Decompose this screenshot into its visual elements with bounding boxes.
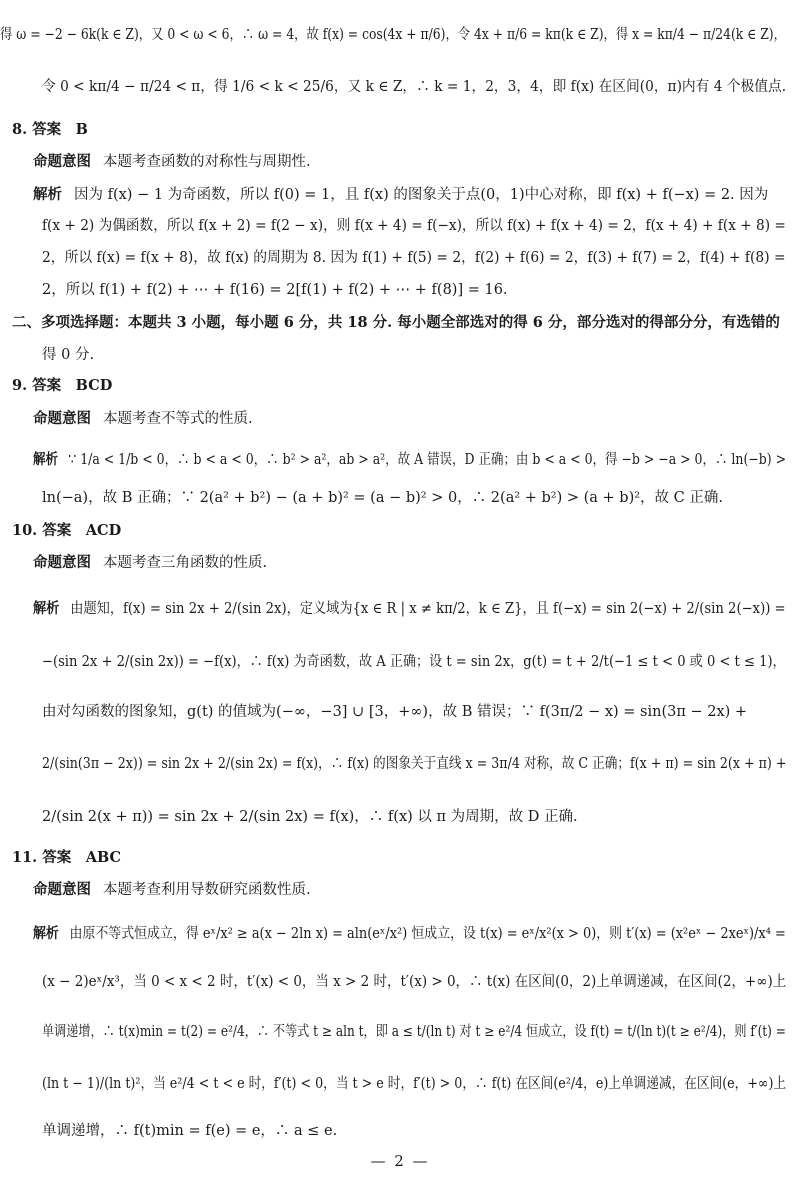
solution-text: 因为 f(x) − 1 为奇函数，所以 f(0) = 1，且 f(x) 的图象关于点(0，1)中心对称，即 f(x) + f(−x) = 2. 因为 — [74, 187, 769, 203]
solution-line: 2，所以 f(x) = f(x + 8)，故 f(x) 的周期为 8. 因为 f(1) + f(5) = 2，f(2) + f(6) = 2，f(3) + f(7) = 2，f(4) + f(8) = — [42, 250, 786, 266]
solution-label: 解析 — [33, 451, 58, 468]
intent-text: 本题考查三角函数的性质. — [103, 555, 268, 571]
question-11-solution — [33, 922, 786, 952]
solution-line: 单调递增，∴ t(x)min = t(2) = e²/4，∴ 不等式 t ≥ aln t，即 a ≤ t/(ln t) 对 t ≥ e²/4 恒成立，设 f(t) = t/(ln t)(t ≥ e²/4)，则 f′(t) = — [42, 1024, 786, 1040]
solution-line: ln(−a)，故 B 正确；∵ 2(a² + b²) − (a + b)² = (a − b)² > 0，∴ 2(a² + b²) > (a + b)²，故 C 正确. — [42, 490, 723, 506]
solution-line: 令 0 < kπ/4 − π/24 < π，得 1/6 < k < 25/6，又 k ∈ Z，∴ k = 1，2，3，4，即 f(x) 在区间(0，π)内有 4 个极值点. — [42, 79, 787, 95]
page-number: — 2 — — [370, 1152, 430, 1170]
solution-line: (ln t − 1)/(ln t)²，当 e²/4 < t < e 时，f′(t) < 0，当 t > e 时，f′(t) > 0，∴ f(t) 在区间(e²/4，e)上单调递减，在区间(e，+∞)上 — [42, 1076, 787, 1092]
solution-line: 由对勾函数的图象知，g(t) 的值域为(−∞，−3] ∪ [3，+∞)，故 B 错误；∵ f(3π/2 − x) = sin(3π − 2x) + — [42, 704, 748, 720]
intent-text: 本题考查函数的对称性与周期性. — [103, 154, 311, 170]
solution-label: 解析 — [33, 600, 60, 617]
solution-line: 2/(sin(3π − 2x)) = sin 2x + 2/(sin 2x) = f(x)，∴ f(x) 的图象关于直线 x = 3π/4 对称，故 C 正确；f(x + π) = sin 2(x + π) + — [42, 756, 787, 772]
solution-text: 由原不等式恒成立，得 eˣ/x² ≥ a(x − 2ln x) = aln(eˣ/x²) 恒成立，设 t(x) = eˣ/x²(x > 0)，则 t′(x) = (x²eˣ − 2xeˣ)/x⁴ = — [69, 926, 786, 942]
question-10-intent — [33, 551, 786, 581]
question-10-solution — [33, 597, 786, 627]
question-8-solution — [33, 183, 786, 213]
solution-line: 单调递增，∴ f(t)min = f(e) = e，∴ a ≤ e. — [42, 1123, 338, 1139]
question-10-answer: 10. 答案 ACD — [12, 522, 122, 539]
section-2-heading-cont: 得 0 分. — [42, 347, 95, 363]
intent-label: 命题意图 — [33, 410, 91, 427]
solution-text: 由题知，f(x) = sin 2x + 2/(sin 2x)，定义域为{x ∈ R | x ≠ kπ/2，k ∈ Z}，且 f(−x) = sin 2(−x) + 2/(sin 2(−x)) = — [70, 601, 786, 617]
solution-line: −(sin 2x + 2/(sin 2x)) = −f(x)，∴ f(x) 为奇函数，故 A 正确；设 t = sin 2x，g(t) = t + 2/t(−1 ≤ t < 0 或 0 < t ≤ 1)， — [42, 654, 786, 670]
solution-label: 解析 — [33, 925, 59, 942]
question-8-intent — [33, 150, 786, 180]
question-11-answer: 11. 答案 ABC — [12, 849, 122, 866]
question-9-answer: 9. 答案 BCD — [12, 377, 113, 394]
question-9-solution — [33, 448, 786, 478]
intent-label: 命题意图 — [33, 554, 91, 571]
intent-label: 命题意图 — [33, 881, 91, 898]
intent-text: 本题考查利用导数研究函数性质. — [103, 882, 311, 898]
solution-line: (x − 2)eˣ/x³，当 0 < x < 2 时，t′(x) < 0，当 x > 2 时，t′(x) > 0，∴ t(x) 在区间(0，2)上单调递减，在区间(2，+∞)上 — [42, 974, 787, 990]
solution-line: 2，所以 f(1) + f(2) + ⋯ + f(16) = 2[f(1) + f(2) + ⋯ + f(8)] = 16. — [42, 282, 508, 298]
solution-line: 得 ω = −2 − 6k(k ∈ Z)，又 0 < ω < 6，∴ ω = 4，故 f(x) = cos(4x + π/6)，令 4x + π/6 = kπ(k ∈ Z)，得 x = kπ/4 − π/24(k ∈ Z)， — [0, 27, 786, 43]
intent-text: 本题考查不等式的性质. — [103, 411, 253, 427]
solution-line: f(x + 2) 为偶函数，所以 f(x + 2) = f(2 − x)，则 f(x + 4) = f(−x)，所以 f(x) + f(x + 4) = 2，f(x + 4) + f(x + 8) = — [42, 218, 786, 234]
solution-text: ∵ 1/a < 1/b < 0，∴ b < a < 0，∴ b² > a²，ab > a²，故 A 错误，D 正确；由 b < a < 0，得 −b > −a > 0，∴ ln(−b) > — [68, 452, 787, 468]
intent-label: 命题意图 — [33, 153, 91, 170]
solution-label: 解析 — [33, 186, 62, 203]
solution-line: 2/(sin 2(x + π)) = sin 2x + 2/(sin 2x) = f(x)，∴ f(x) 以 π 为周期，故 D 正确. — [42, 809, 578, 825]
question-11-intent — [33, 878, 786, 908]
section-2-heading: 二、多项选择题：本题共 3 小题，每小题 6 分，共 18 分. 每小题全部选对的得 6 分，部分选对的得部分分，有选错的 — [12, 314, 780, 331]
question-9-intent — [33, 407, 786, 437]
question-8-answer: 8. 答案 B — [12, 121, 88, 138]
